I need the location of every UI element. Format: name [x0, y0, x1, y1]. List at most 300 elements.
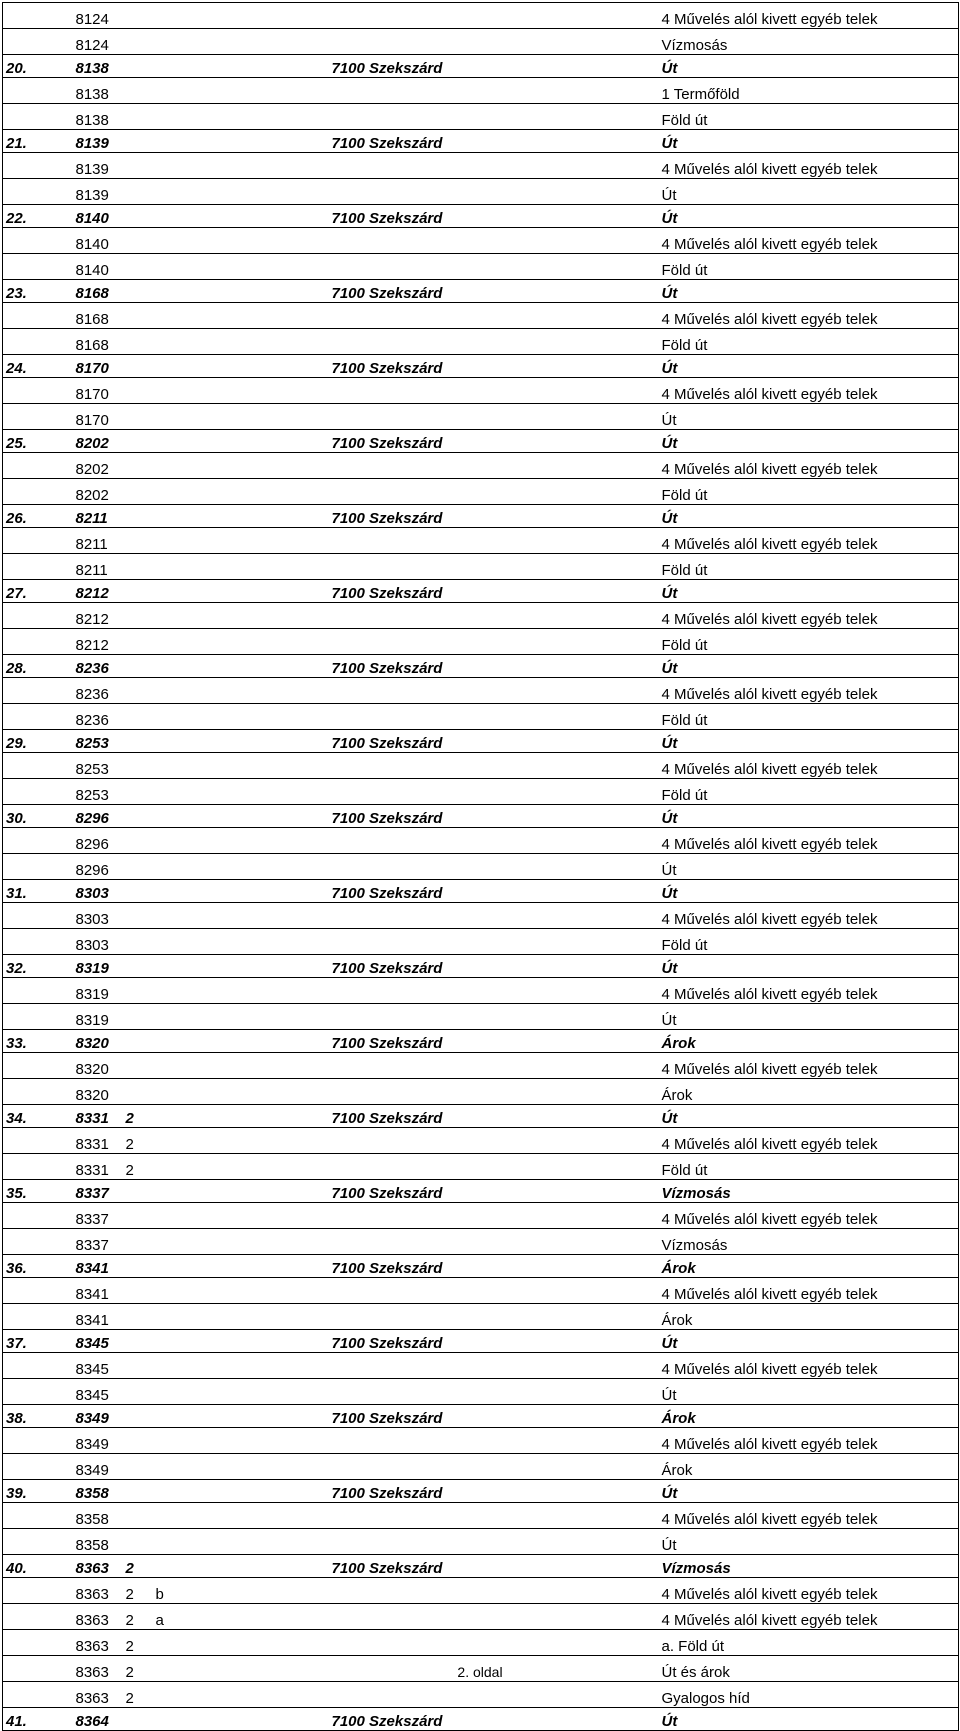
parcel-number: 8211 — [75, 562, 108, 579]
parcel-main-row — [3, 205, 959, 228]
parcel-number-cell — [73, 378, 329, 404]
row-index: 20. — [6, 60, 27, 77]
land-use-cell — [659, 1030, 959, 1053]
land-use-cell — [659, 1630, 959, 1656]
parcel-sub-row — [3, 978, 959, 1004]
land-use-cell — [659, 505, 959, 528]
address-cell — [329, 3, 659, 29]
land-use: Föld út — [661, 112, 708, 129]
land-use: 4 Művelés alól kivett egyéb telek — [661, 911, 878, 928]
parcel-number-cell — [73, 929, 329, 955]
address-cell — [329, 254, 659, 280]
parcel-main-row — [3, 730, 959, 753]
address-cell — [329, 1278, 659, 1304]
page-number-label: 2. oldal — [457, 1664, 503, 1680]
parcel-number-cell — [73, 528, 329, 554]
index-cell — [3, 880, 73, 903]
parcel-sub-row — [3, 1053, 959, 1079]
land-use: 4 Művelés alól kivett egyéb telek — [661, 386, 878, 403]
land-use-cell — [659, 753, 959, 779]
land-use-cell — [659, 955, 959, 978]
parcel-number: 8363 — [75, 1586, 109, 1603]
index-cell — [3, 355, 73, 378]
parcel-sub-row — [3, 453, 959, 479]
address-cell — [329, 528, 659, 554]
parcel-number: 8236 — [75, 660, 109, 677]
index-cell — [3, 1604, 73, 1630]
address-cell — [329, 1379, 659, 1405]
parcel-number: 8341 — [75, 1260, 109, 1277]
land-use: 4 Művelés alól kivett egyéb telek — [661, 1361, 878, 1378]
index-cell — [3, 3, 73, 29]
parcel-number: 8168 — [75, 285, 109, 302]
parcel-number: 8303 — [75, 885, 109, 902]
row-index: 29. — [6, 735, 27, 752]
address-cell — [329, 1304, 659, 1330]
row-index: 40. — [6, 1560, 27, 1577]
land-use-cell — [659, 453, 959, 479]
address-cell — [329, 329, 659, 355]
parcel-number-cell — [73, 1405, 329, 1428]
parcel-number: 8140 — [75, 236, 109, 253]
index-cell — [3, 955, 73, 978]
parcel-number: 8296 — [75, 810, 109, 827]
index-cell — [3, 1503, 73, 1529]
parcel-number-cell — [73, 1105, 329, 1128]
parcel-main-row — [3, 130, 959, 153]
parcel-number: 8363 — [75, 1638, 109, 1655]
parcel-number-cell — [73, 1053, 329, 1079]
parcel-number: 8236 — [75, 712, 109, 729]
index-cell — [3, 254, 73, 280]
parcel-sub-row — [3, 104, 959, 130]
land-use: 4 Művelés alól kivett egyéb telek — [661, 461, 878, 478]
index-cell — [3, 1330, 73, 1353]
parcel-number-cell — [73, 303, 329, 329]
parcel-main-row — [3, 580, 959, 603]
land-use: a. Föld út — [661, 1638, 725, 1655]
index-cell — [3, 580, 73, 603]
index-cell — [3, 603, 73, 629]
land-use-cell — [659, 854, 959, 880]
parcel-subnumber: 2 — [125, 1136, 134, 1153]
index-cell — [3, 1405, 73, 1428]
parcel-number: 8331 — [75, 1110, 109, 1127]
address: 7100 Szekszárd — [331, 585, 443, 602]
row-index: 24. — [6, 360, 27, 377]
parcel-number: 8345 — [75, 1361, 109, 1378]
parcel-number: 8363 — [75, 1690, 109, 1707]
address-cell — [329, 1555, 659, 1578]
parcel-number: 8303 — [75, 911, 109, 928]
land-use: Vízmosás — [661, 1185, 731, 1202]
parcel-sub-row — [3, 303, 959, 329]
land-use-cell — [659, 805, 959, 828]
parcel-number-cell — [73, 1203, 329, 1229]
land-use-cell — [659, 903, 959, 929]
address-cell — [329, 1529, 659, 1555]
land-use: 4 Művelés alól kivett egyéb telek — [661, 236, 878, 253]
parcel-number-cell — [73, 3, 329, 29]
land-use: Út — [661, 885, 678, 902]
row-index: 38. — [6, 1410, 27, 1427]
land-use: Út — [661, 1485, 678, 1502]
row-index: 25. — [6, 435, 27, 452]
parcel-number: 8202 — [75, 487, 109, 504]
parcel-number-cell — [73, 1604, 329, 1630]
index-cell — [3, 205, 73, 228]
land-use: Föld út — [661, 787, 708, 804]
parcel-number: 8211 — [75, 536, 108, 553]
parcel-number-cell — [73, 629, 329, 655]
land-use: Föld út — [661, 562, 708, 579]
parcel-number: 8337 — [75, 1211, 109, 1228]
land-use-cell — [659, 528, 959, 554]
address-cell — [329, 955, 659, 978]
parcel-number: 8253 — [75, 735, 109, 752]
parcel-number: 8139 — [75, 135, 109, 152]
parcel-number: 8139 — [75, 161, 109, 178]
index-cell — [3, 903, 73, 929]
land-use-cell — [659, 55, 959, 78]
parcel-number-cell — [73, 1480, 329, 1503]
land-use: 4 Művelés alól kivett egyéb telek — [661, 761, 878, 778]
land-use: Gyalogos híd — [661, 1690, 750, 1707]
address: 7100 Szekszárd — [331, 285, 443, 302]
index-cell — [3, 1708, 73, 1731]
index-cell — [3, 1454, 73, 1480]
land-use: Út — [661, 510, 678, 527]
parcel-number: 8337 — [75, 1185, 109, 1202]
parcel-number: 8253 — [75, 761, 109, 778]
land-use: 4 Művelés alól kivett egyéb telek — [661, 686, 878, 703]
land-use-cell — [659, 828, 959, 854]
index-cell — [3, 528, 73, 554]
parcel-number: 8170 — [75, 412, 109, 429]
index-cell — [3, 1079, 73, 1105]
parcel-sub-row — [3, 554, 959, 580]
parcel-number-cell — [73, 205, 329, 228]
parcel-number-cell — [73, 1630, 329, 1656]
land-use-cell — [659, 303, 959, 329]
row-index: 27. — [6, 585, 27, 602]
parcel-sub-row — [3, 3, 959, 29]
row-index: 37. — [6, 1335, 27, 1352]
parcel-subnumber: 2 — [125, 1690, 134, 1707]
land-use: 4 Művelés alól kivett egyéb telek — [661, 536, 878, 553]
parcel-number: 8345 — [75, 1387, 109, 1404]
index-cell — [3, 730, 73, 753]
address: 7100 Szekszárd — [331, 960, 443, 977]
land-use: Út — [661, 210, 678, 227]
parcel-number-cell — [73, 430, 329, 453]
page-footer — [0, 1664, 960, 1680]
parcel-main-row — [3, 355, 959, 378]
parcel-main-row — [3, 505, 959, 528]
address: 7100 Szekszárd — [331, 1410, 443, 1427]
index-cell — [3, 629, 73, 655]
address-cell — [329, 1255, 659, 1278]
land-use-cell — [659, 929, 959, 955]
land-use-cell — [659, 704, 959, 730]
land-use-cell — [659, 1255, 959, 1278]
parcel-number-cell — [73, 179, 329, 205]
parcel-number-cell — [73, 453, 329, 479]
address-cell — [329, 1330, 659, 1353]
address-cell — [329, 1229, 659, 1255]
parcel-sub-row — [3, 1278, 959, 1304]
land-use: Út — [661, 960, 678, 977]
parcel-main-row — [3, 1480, 959, 1503]
index-cell — [3, 453, 73, 479]
parcel-sub-row — [3, 1379, 959, 1405]
parcel-main-row — [3, 1255, 959, 1278]
land-use-cell — [659, 1503, 959, 1529]
parcel-number-cell — [73, 1353, 329, 1379]
land-use-cell — [659, 1428, 959, 1454]
index-cell — [3, 1578, 73, 1604]
index-cell — [3, 779, 73, 805]
index-cell — [3, 828, 73, 854]
parcel-main-row — [3, 1555, 959, 1578]
index-cell — [3, 55, 73, 78]
parcel-number-cell — [73, 1278, 329, 1304]
index-cell — [3, 104, 73, 130]
land-use-cell — [659, 355, 959, 378]
land-use-cell — [659, 130, 959, 153]
parcel-subnumber: 2 — [125, 1638, 134, 1655]
parcel-number: 8170 — [75, 386, 109, 403]
land-use-cell — [659, 3, 959, 29]
land-use-cell — [659, 1128, 959, 1154]
parcel-number: 8303 — [75, 937, 109, 954]
parcel-sub-row — [3, 603, 959, 629]
parcel-number: 8363 — [75, 1664, 109, 1681]
parcel-sub-row — [3, 1529, 959, 1555]
address-cell — [329, 603, 659, 629]
land-use-cell — [659, 1405, 959, 1428]
parcel-number-cell — [73, 978, 329, 1004]
address-cell — [329, 1180, 659, 1203]
land-use: 4 Művelés alól kivett egyéb telek — [661, 1286, 878, 1303]
parcel-subnumber: 2 — [125, 1110, 134, 1127]
land-use: Út és árok — [661, 1664, 730, 1681]
parcel-number: 8168 — [75, 311, 109, 328]
index-cell — [3, 1353, 73, 1379]
address-cell — [329, 55, 659, 78]
row-index: 32. — [6, 960, 27, 977]
land-use-cell — [659, 1004, 959, 1030]
land-use: Árok — [661, 1312, 693, 1329]
land-use-cell — [659, 1053, 959, 1079]
index-cell — [3, 1555, 73, 1578]
address: 7100 Szekszárd — [331, 1110, 443, 1127]
land-use: Árok — [661, 1087, 693, 1104]
land-use-cell — [659, 1708, 959, 1731]
parcel-sub-row — [3, 678, 959, 704]
index-cell — [3, 153, 73, 179]
parcel-main-row — [3, 1180, 959, 1203]
parcel-sub-row — [3, 1428, 959, 1454]
land-use: Árok — [661, 1260, 696, 1277]
parcel-subnumber: 2 — [125, 1664, 134, 1681]
parcel-number: 8296 — [75, 836, 109, 853]
parcel-sub-row — [3, 329, 959, 355]
index-cell — [3, 1203, 73, 1229]
address: 7100 Szekszárd — [331, 135, 443, 152]
address-cell — [329, 404, 659, 430]
parcel-number: 8202 — [75, 435, 109, 452]
parcel-sub-row — [3, 179, 959, 205]
parcel-sub-row — [3, 1128, 959, 1154]
parcel-number-cell — [73, 29, 329, 55]
land-use-cell — [659, 779, 959, 805]
address-cell — [329, 1405, 659, 1428]
row-index: 30. — [6, 810, 27, 827]
index-cell — [3, 404, 73, 430]
address-cell — [329, 355, 659, 378]
parcel-number: 8337 — [75, 1237, 109, 1254]
parcel-number: 8319 — [75, 960, 109, 977]
row-index: 22. — [6, 210, 27, 227]
parcel-number-cell — [73, 1128, 329, 1154]
parcel-number: 8319 — [75, 1012, 109, 1029]
parcel-number: 8138 — [75, 86, 109, 103]
parcel-sub-row — [3, 1604, 959, 1630]
address-cell — [329, 1708, 659, 1731]
row-index: 23. — [6, 285, 27, 302]
land-use-cell — [659, 1555, 959, 1578]
parcel-number-cell — [73, 880, 329, 903]
land-use-cell — [659, 153, 959, 179]
parcel-number-cell — [73, 280, 329, 303]
land-use: 4 Művelés alól kivett egyéb telek — [661, 1511, 878, 1528]
land-use-cell — [659, 228, 959, 254]
parcel-sub-row — [3, 779, 959, 805]
parcel-number-cell — [73, 704, 329, 730]
index-cell — [3, 678, 73, 704]
parcel-number-cell — [73, 753, 329, 779]
land-use: 4 Művelés alól kivett egyéb telek — [661, 836, 878, 853]
parcel-number: 8331 — [75, 1136, 109, 1153]
address-cell — [329, 1480, 659, 1503]
index-cell — [3, 978, 73, 1004]
land-use: 4 Művelés alól kivett egyéb telek — [661, 1136, 878, 1153]
parcel-main-row — [3, 1708, 959, 1731]
land-use: Föld út — [661, 337, 708, 354]
land-use-cell — [659, 479, 959, 505]
parcel-number-cell — [73, 828, 329, 854]
row-index: 33. — [6, 1035, 27, 1052]
parcel-main-row — [3, 280, 959, 303]
parcel-sub-row — [3, 378, 959, 404]
index-cell — [3, 655, 73, 678]
land-use-cell — [659, 629, 959, 655]
parcel-letter: a — [155, 1612, 164, 1629]
index-cell — [3, 130, 73, 153]
parcel-number-cell — [73, 955, 329, 978]
parcel-number-cell — [73, 1578, 329, 1604]
parcel-number-cell — [73, 254, 329, 280]
parcel-table-body — [3, 3, 959, 1731]
address-cell — [329, 205, 659, 228]
land-use: Árok — [661, 1462, 693, 1479]
parcel-main-row — [3, 55, 959, 78]
address-cell — [329, 1128, 659, 1154]
address-cell — [329, 1203, 659, 1229]
land-use: Út — [661, 1387, 677, 1404]
land-use: Út — [661, 1335, 678, 1352]
parcel-number: 8211 — [75, 510, 108, 527]
land-use-cell — [659, 1480, 959, 1503]
index-cell — [3, 1229, 73, 1255]
address: 7100 Szekszárd — [331, 735, 443, 752]
index-cell — [3, 505, 73, 528]
address-cell — [329, 779, 659, 805]
parcel-sub-row — [3, 753, 959, 779]
parcel-number-cell — [73, 1555, 329, 1578]
parcel-number: 8319 — [75, 986, 109, 1003]
land-use: 4 Művelés alól kivett egyéb telek — [661, 1612, 878, 1629]
parcel-number: 8124 — [75, 11, 109, 28]
parcel-number-cell — [73, 1004, 329, 1030]
index-cell — [3, 378, 73, 404]
parcel-subnumber: 2 — [125, 1586, 134, 1603]
index-cell — [3, 1053, 73, 1079]
parcel-table — [2, 2, 959, 1731]
parcel-number-cell — [73, 805, 329, 828]
parcel-sub-row — [3, 854, 959, 880]
land-use-cell — [659, 404, 959, 430]
land-use: 4 Művelés alól kivett egyéb telek — [661, 1211, 878, 1228]
land-use: Út — [661, 135, 678, 152]
land-use: Vízmosás — [661, 37, 728, 54]
land-use: Út — [661, 435, 678, 452]
address: 7100 Szekszárd — [331, 1335, 443, 1352]
address: 7100 Szekszárd — [331, 1185, 443, 1202]
parcel-number-cell — [73, 1079, 329, 1105]
parcel-number: 8168 — [75, 337, 109, 354]
index-cell — [3, 280, 73, 303]
index-cell — [3, 1255, 73, 1278]
index-cell — [3, 1304, 73, 1330]
address-cell — [329, 280, 659, 303]
land-use-cell — [659, 1682, 959, 1708]
row-index: 34. — [6, 1110, 27, 1127]
address-cell — [329, 453, 659, 479]
parcel-number-cell — [73, 779, 329, 805]
index-cell — [3, 179, 73, 205]
parcel-number: 8320 — [75, 1061, 109, 1078]
index-cell — [3, 479, 73, 505]
address-cell — [329, 753, 659, 779]
land-use-cell — [659, 1379, 959, 1405]
land-use-cell — [659, 603, 959, 629]
land-use: 4 Művelés alól kivett egyéb telek — [661, 161, 878, 178]
parcel-number-cell — [73, 55, 329, 78]
address: 7100 Szekszárd — [331, 510, 443, 527]
parcel-number: 8320 — [75, 1035, 109, 1052]
parcel-number-cell — [73, 854, 329, 880]
land-use: 4 Művelés alól kivett egyéb telek — [661, 986, 878, 1003]
parcel-number-cell — [73, 678, 329, 704]
parcel-number: 8212 — [75, 585, 109, 602]
parcel-main-row — [3, 880, 959, 903]
land-use: Út — [661, 810, 678, 827]
parcel-number-cell — [73, 505, 329, 528]
parcel-sub-row — [3, 1503, 959, 1529]
parcel-number: 8349 — [75, 1462, 109, 1479]
